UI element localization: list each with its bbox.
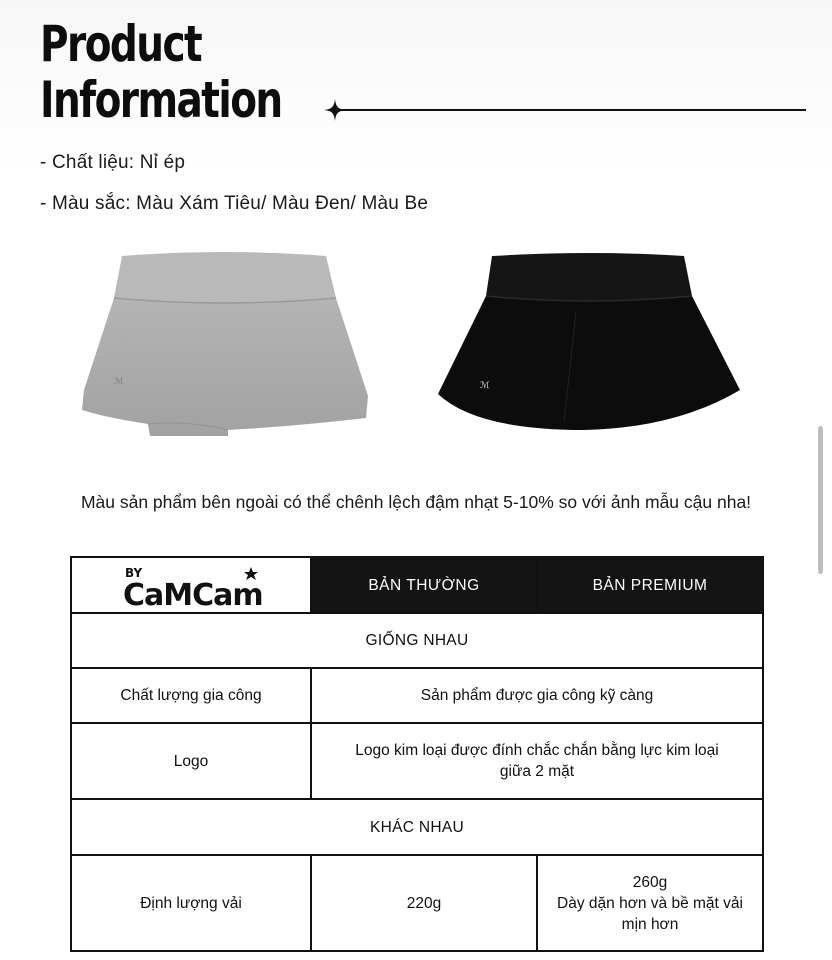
premium-weight: 260g bbox=[632, 873, 668, 891]
standard-value: 220g bbox=[311, 855, 537, 951]
brand-name: CaMCam bbox=[123, 578, 263, 611]
grey-skirt-image bbox=[78, 250, 370, 436]
brand-logo bbox=[71, 557, 311, 613]
brand-by: BY bbox=[125, 566, 143, 580]
section-row-same bbox=[71, 613, 763, 668]
col-header-premium: BẢN PREMIUM bbox=[537, 557, 763, 613]
premium-value bbox=[537, 855, 763, 951]
table-row bbox=[71, 668, 763, 723]
section-diff-label: KHÁC NHAU bbox=[71, 799, 763, 855]
logo-description: Logo kim loại được đính chắc chắn bằng lực kim loại giữa 2 mặt bbox=[355, 742, 719, 780]
title-line-1: Product bbox=[40, 15, 202, 73]
section-row-diff bbox=[71, 799, 763, 855]
row-value: Sản phẩm được gia công kỹ càng bbox=[311, 668, 763, 723]
section-same-label: GIỐNG NHAU bbox=[71, 613, 763, 668]
material-text: - Chất liệu: Nỉ ép bbox=[40, 152, 186, 173]
scrollbar[interactable] bbox=[818, 426, 823, 574]
svg-text:ℳ: ℳ bbox=[114, 377, 124, 387]
comparison-table bbox=[70, 556, 764, 952]
premium-description: Dày dặn hơn và bề mặt vải mịn hơn bbox=[557, 894, 743, 933]
row-value bbox=[311, 723, 763, 799]
page-title bbox=[40, 16, 282, 128]
colors-text: - Màu sắc: Màu Xám Tiêu/ Màu Đen/ Màu Be bbox=[40, 193, 429, 214]
black-skirt-image bbox=[436, 252, 742, 432]
row-label: Chất lượng gia công bbox=[71, 668, 311, 723]
title-divider bbox=[332, 109, 806, 111]
table-header-row bbox=[71, 557, 763, 613]
svg-text:ℳ: ℳ bbox=[480, 381, 490, 391]
color-disclaimer: Màu sản phẩm bên ngoài có thể chênh lệch đậm nhạt 5-10% so với ảnh mẫu cậu nha! bbox=[80, 492, 752, 512]
col-header-standard: BẢN THƯỜNG bbox=[311, 557, 537, 613]
row-label: Định lượng vải bbox=[71, 855, 311, 951]
row-label: Logo bbox=[71, 723, 311, 799]
table-row bbox=[71, 855, 763, 951]
title-line-2: Information bbox=[40, 71, 282, 129]
table-row bbox=[71, 723, 763, 799]
